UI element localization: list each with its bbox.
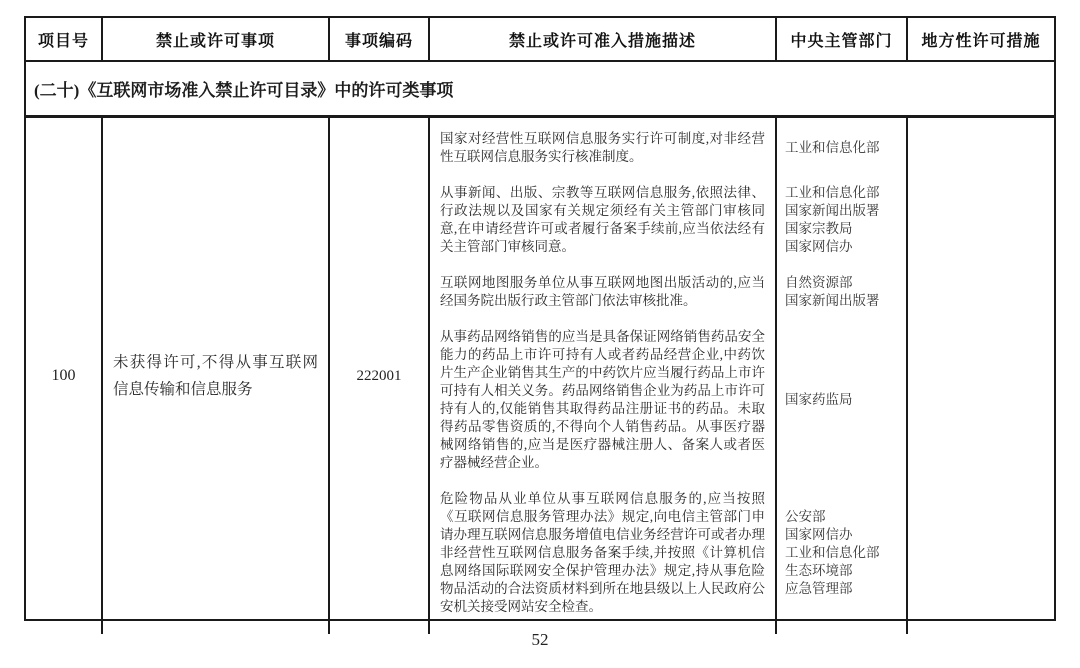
measure-departments	[777, 328, 908, 490]
department-name: 工业和信息化部	[785, 140, 880, 155]
header-local-measures: 地方性许可措施	[921, 32, 1041, 50]
department-name: 国家新闻出版署	[785, 203, 880, 218]
header-measure-description: 禁止或许可准入措施描述	[430, 18, 777, 60]
measure-departments	[777, 274, 908, 328]
department-name: 生态环境部	[785, 563, 853, 578]
measure-description: 从事新闻、出版、宗教等互联网信息服务,依照法律、行政法规以及国家有关规定须经有关主管部门审核同意,在申请经营许可或者履行备案手续前,应当依法经有关主管部门审核同意。	[430, 184, 777, 274]
header-item-code: 事项编码	[330, 18, 430, 60]
department-name: 应急管理部	[785, 581, 853, 596]
measure-departments	[777, 184, 908, 274]
measure-description: 危险物品从业单位从事互联网信息服务的,应当按照《互联网信息服务管理办法》规定,向电信主管部门申请办理互联网信息服务增值电信业务经营许可或者办理非经营性互联网信息服务备案手续,并按照《计算机信息网络国际联网安全保护管理办法》规定,持从事危险物品活动的合法资质材料到所在地县级以上人民政府公安机关接受网站安全检查。	[430, 490, 777, 634]
header-central-department: 中央主管部门	[777, 18, 908, 60]
measure-description: 从事药品网络销售的应当是具备保证网络销售药品安全能力的药品上市许可持有人或者药品经营企业,中药饮片生产企业销售其生产的中药饮片应当履行药品上市许可持有人相关义务。药品网络销售企业为药品上市许可持有人的,仅能销售其取得药品注册证书的药品。未取得药品零售资质的,不得向个人销售药品。从事医疗器械网络销售的,应当是医疗器械注册人、备案人或者医疗器械经营企业。	[430, 328, 777, 490]
catalog-body-row	[26, 118, 1054, 619]
department-name: 国家宗教局	[785, 221, 853, 236]
department-name: 国家网信办	[785, 239, 853, 254]
section-title-row: (二十)《互联网市场准入禁止许可目录》中的许可类事项	[26, 62, 1054, 118]
item-name-cell: 未获得许可,不得从事互联网信息传输和信息服务	[103, 118, 330, 634]
department-name: 工业和信息化部	[785, 185, 880, 200]
measure-description: 国家对经营性互联网信息服务实行许可制度,对非经营性互联网信息服务实行核准制度。	[430, 118, 777, 184]
header-item-no: 项目号	[26, 18, 103, 60]
measure-departments	[777, 490, 908, 634]
item-code-cell: 222001	[330, 118, 430, 634]
measure-departments	[777, 118, 908, 184]
measure-description: 互联网地图服务单位从事互联网地图出版活动的,应当经国务院出版行政主管部门依法审核批准。	[430, 274, 777, 328]
page-number: 52	[531, 630, 549, 649]
catalog-table	[24, 16, 1056, 621]
department-name: 工业和信息化部	[785, 545, 880, 560]
department-name: 国家药监局	[785, 392, 853, 407]
department-name: 国家网信办	[785, 527, 853, 542]
table-header-row	[26, 18, 1054, 62]
header-item-name: 禁止或许可事项	[103, 18, 330, 60]
department-name: 自然资源部	[785, 275, 853, 290]
department-name: 公安部	[785, 509, 826, 524]
department-name: 国家新闻出版署	[785, 293, 880, 308]
item-no-cell: 100	[26, 118, 103, 634]
local-measures-cell	[908, 118, 1054, 634]
